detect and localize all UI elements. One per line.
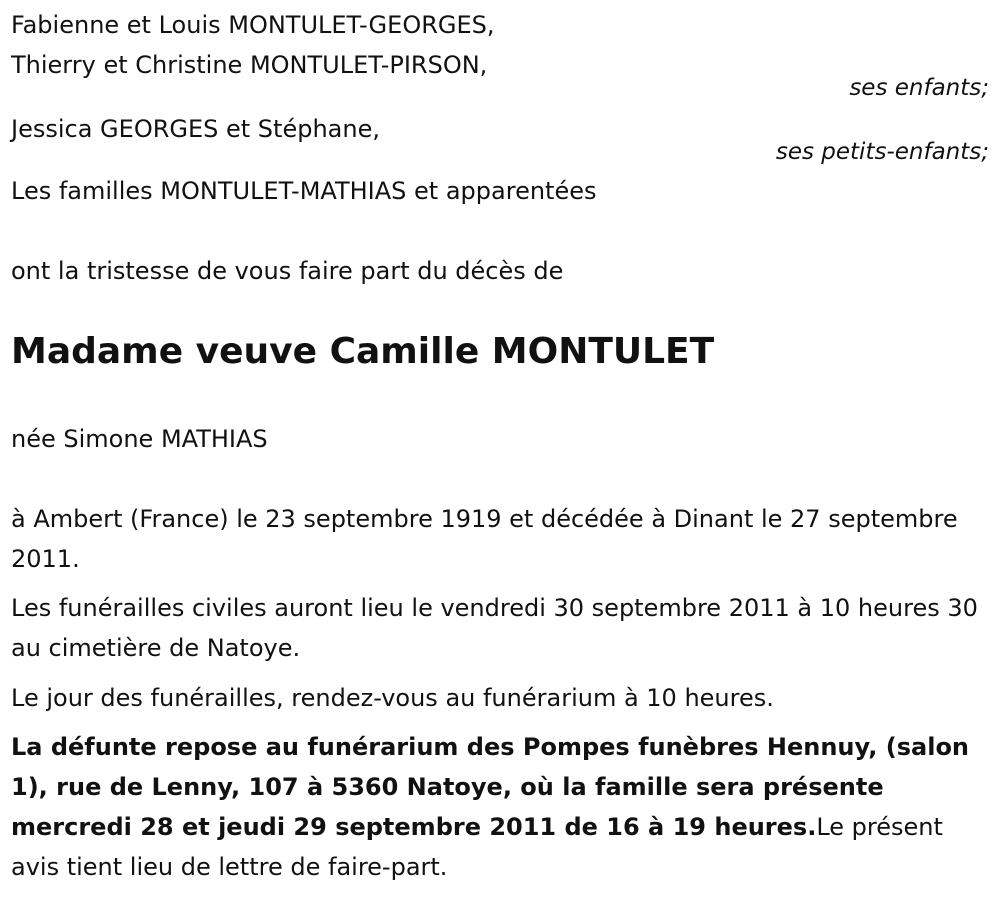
visitation-paragraph — [11, 727, 986, 887]
grandchildren-role: ses petits-enfants; — [775, 139, 989, 165]
closing-text: Le présent avis tient lieu de lettre de faire-part. — [11, 813, 943, 881]
visitation-bold-text: La défunte repose au funérarium des Pompes funèbres Hennuy, (salon 1), rue de Lenny, 107 à 5360 Natoye, où la famille sera présente mercredi 28 et jeudi 29 septembre 2011 de 16 à 19 heures. — [11, 733, 970, 841]
birth-name: née Simone MATHIAS — [11, 425, 268, 453]
grandchildren-line: Jessica GEORGES et Stéphane, — [11, 115, 380, 143]
birth-death-paragraph: à Ambert (France) le 23 septembre 1919 et décédée à Dinant le 27 septembre 2011. — [11, 505, 958, 573]
funeral-paragraph: Les funérailles civiles auront lieu le vendredi 30 septembre 2011 à 10 heures 30 au cimetière de Natoye. — [11, 594, 978, 662]
families-line: Les familles MONTULET-MATHIAS et apparentées — [11, 177, 597, 205]
children-line-2: Thierry et Christine MONTULET-PIRSON, — [11, 51, 488, 79]
children-role: ses enfants; — [849, 75, 989, 101]
deceased-name: Madame veuve Camille MONTULET — [11, 331, 715, 372]
meeting-paragraph: Le jour des funérailles, rendez-vous au funérarium à 10 heures. — [11, 684, 774, 712]
announcement-text: ont la tristesse de vous faire part du décès de — [11, 257, 564, 285]
children-line-1: Fabienne et Louis MONTULET-GEORGES, — [11, 11, 495, 39]
